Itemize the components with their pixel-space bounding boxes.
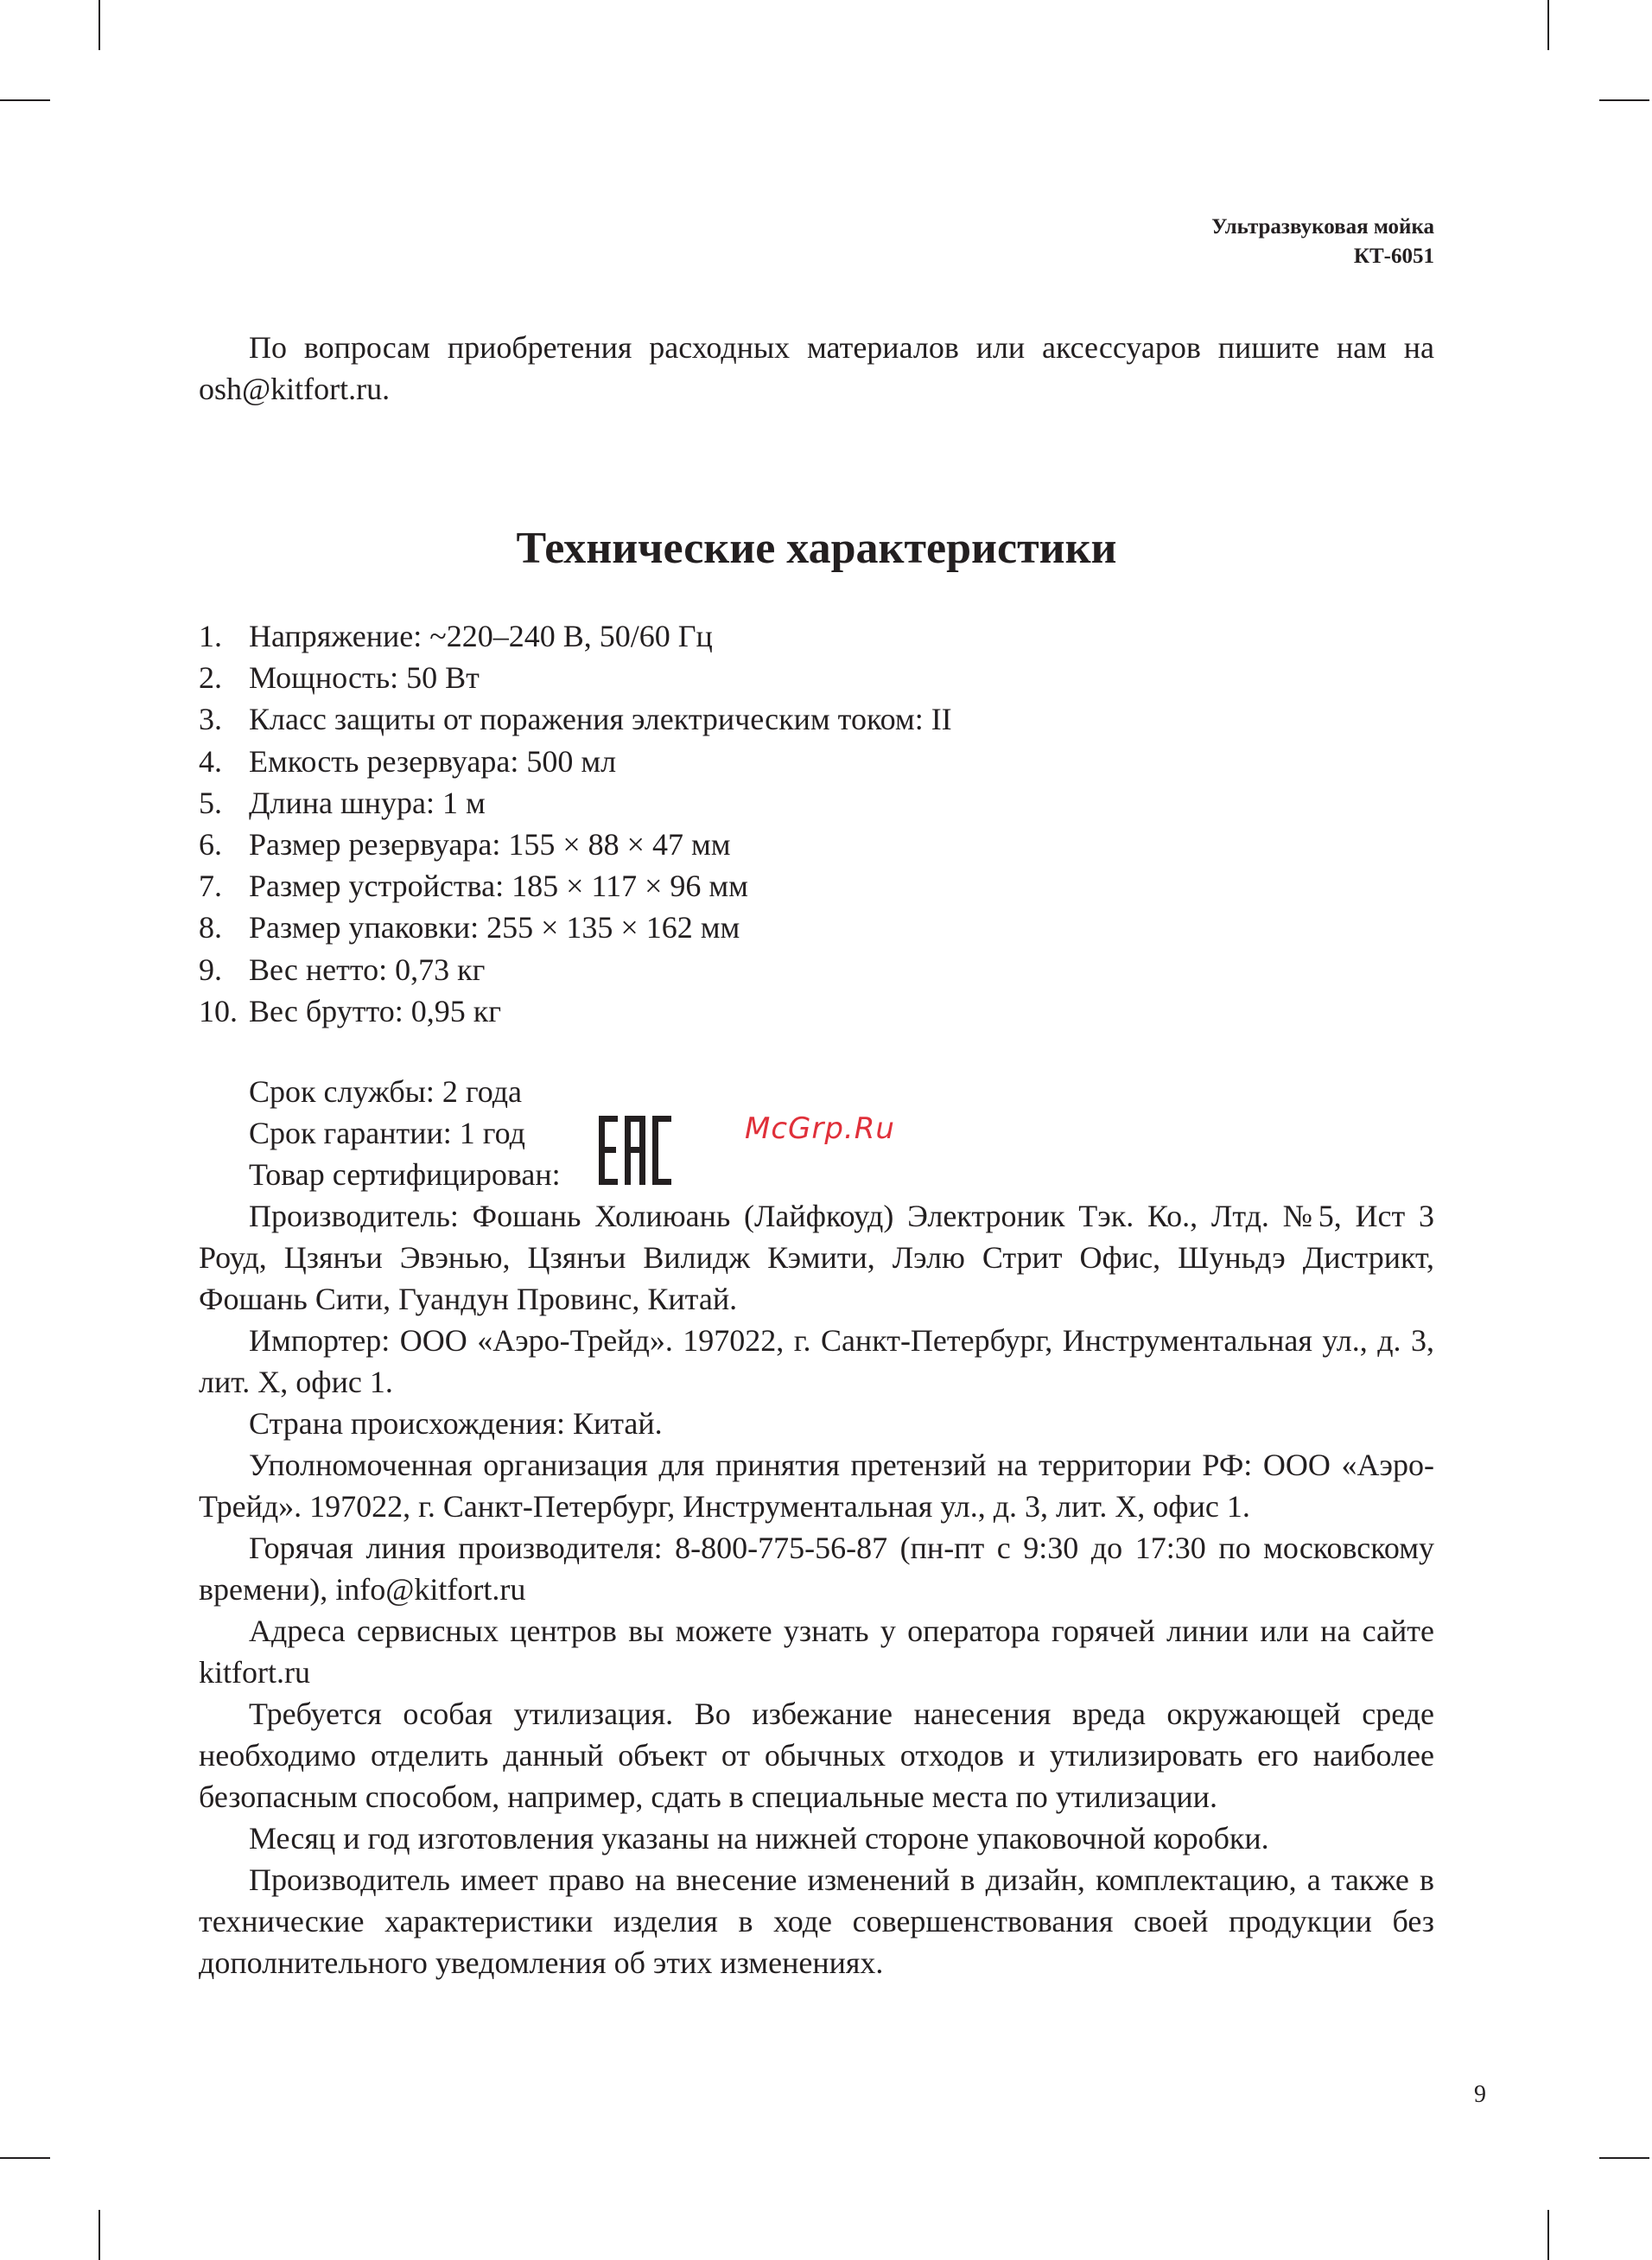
section-title: Технические характеристики — [516, 524, 1117, 573]
crop-mark — [98, 2210, 100, 2260]
spec-list — [199, 615, 1408, 1032]
spec-item — [199, 990, 1408, 1032]
crop-mark — [98, 0, 100, 50]
spec-text: Емкость резервуара: 500 мл — [249, 743, 617, 779]
spec-number: 2. — [199, 660, 222, 696]
hotline-paragraph: Горячая линия производителя: 8-800-775-56-87 (пн-пт с 9:30 до 17:30 по московскому времени), info@kitfort.ru — [199, 1531, 1434, 1607]
disposal-paragraph: Требуется особая утилизация. Во избежание нанесения вреда окружающей среде необходимо отделить данный объект от обычных отходов и утилизировать его наиболее безопасным способом, например, сдать в специальные места по утилизации. — [199, 1697, 1434, 1814]
header-model: КТ-6051 — [1353, 245, 1434, 268]
manufacture-date-paragraph: Месяц и год изготовления указаны на нижней стороне упаковочной коробки. — [249, 1821, 1269, 1856]
spec-number: 1. — [199, 619, 222, 653]
spec-item — [199, 741, 1408, 782]
intro-block — [199, 327, 1434, 410]
spec-text: Класс защиты от поражения электрическим током: II — [249, 702, 952, 737]
spec-item — [199, 782, 1408, 824]
spec-text: Длина шнура: 1 м — [249, 785, 486, 820]
spec-text: Вес нетто: 0,73 кг — [249, 952, 486, 987]
authorized-org-paragraph: Уполномоченная организация для принятия претензий на территории РФ: ООО «Аэро-Трейд». 197022, г. Санкт-Петербург, Инструментальная ул., д. 3, лит. Х, офис 1. — [199, 1448, 1434, 1524]
crop-mark — [1547, 2210, 1549, 2260]
spec-text: Напряжение: ~220–240 В, 50/60 Гц — [249, 619, 713, 653]
spec-number: 6. — [199, 827, 222, 863]
crop-mark — [1599, 2157, 1649, 2159]
spec-number: 10. — [199, 993, 238, 1028]
header-product-name: Ультразвуковая мойка — [1211, 215, 1434, 239]
origin-paragraph: Страна происхождения: Китай. — [249, 1406, 663, 1441]
spec-item — [199, 865, 1408, 907]
importer-paragraph: Импортер: ООО «Аэро-Трейд». 197022, г. Санкт-Петербург, Инструментальная ул., д. 3, лит. Х, офис 1. — [199, 1323, 1434, 1399]
manufacturer-paragraph: Производитель: Фошань Холиюань (Лайфкоуд) Электроник Тэк. Ко., Лтд. №5, Ист 3 Роуд, Цзянъи Эвэнью, Цзянъи Вилидж Кэмити, Лэлю Стрит Офис, Шуньдэ Дистрикт, Фошань Сити, Гуандун Провинс, Китай. — [199, 1199, 1434, 1316]
crop-mark — [0, 99, 50, 101]
running-header — [1211, 213, 1434, 271]
spec-text: Мощность: 50 Вт — [249, 660, 480, 696]
spec-item — [199, 824, 1408, 865]
watermark-text: McGrp.Ru — [745, 1111, 895, 1146]
crop-mark — [0, 2157, 50, 2159]
spec-text: Размер резервуара: 155 × 88 × 47 мм — [249, 827, 731, 863]
spec-item — [199, 615, 1408, 657]
legal-block — [199, 1071, 1434, 1983]
crop-mark — [1599, 99, 1649, 101]
spec-item — [199, 949, 1408, 990]
eac-mark-icon — [599, 1116, 671, 1185]
spec-item — [199, 907, 1408, 948]
service-life: Срок службы: 2 года — [249, 1074, 523, 1109]
intro-paragraph: По вопросам приобретения расходных материалов или аксессуаров пишите нам на osh@kitfort.ru. — [199, 330, 1434, 406]
spec-item — [199, 698, 1408, 740]
crop-mark — [1547, 0, 1549, 50]
spec-number: 9. — [199, 952, 222, 987]
spec-text: Размер упаковки: 255 × 135 × 162 мм — [249, 910, 740, 945]
spec-number: 4. — [199, 743, 222, 779]
changes-paragraph: Производитель имеет право на внесение изменений в дизайн, комплектацию, а также в технические характеристики изделия в ходе совершенствования своей продукции без дополнительного уведомления об этих изменениях. — [199, 1862, 1434, 1980]
spec-number: 8. — [199, 910, 222, 945]
spec-number: 5. — [199, 785, 222, 820]
service-centers-paragraph: Адреса сервисных центров вы можете узнать у оператора горячей линии или на сайте kitfort.ru — [199, 1614, 1434, 1690]
warranty-period: Срок гарантии: 1 год — [249, 1116, 525, 1150]
certification-label: Товар сертифицирован: — [249, 1157, 561, 1192]
spec-text: Вес брутто: 0,95 кг — [249, 993, 501, 1028]
page-number: 9 — [1474, 2081, 1486, 2108]
spec-item — [199, 657, 1408, 698]
spec-text: Размер устройства: 185 × 117 × 96 мм — [249, 869, 748, 904]
spec-number: 7. — [199, 869, 222, 904]
spec-number: 3. — [199, 702, 222, 737]
